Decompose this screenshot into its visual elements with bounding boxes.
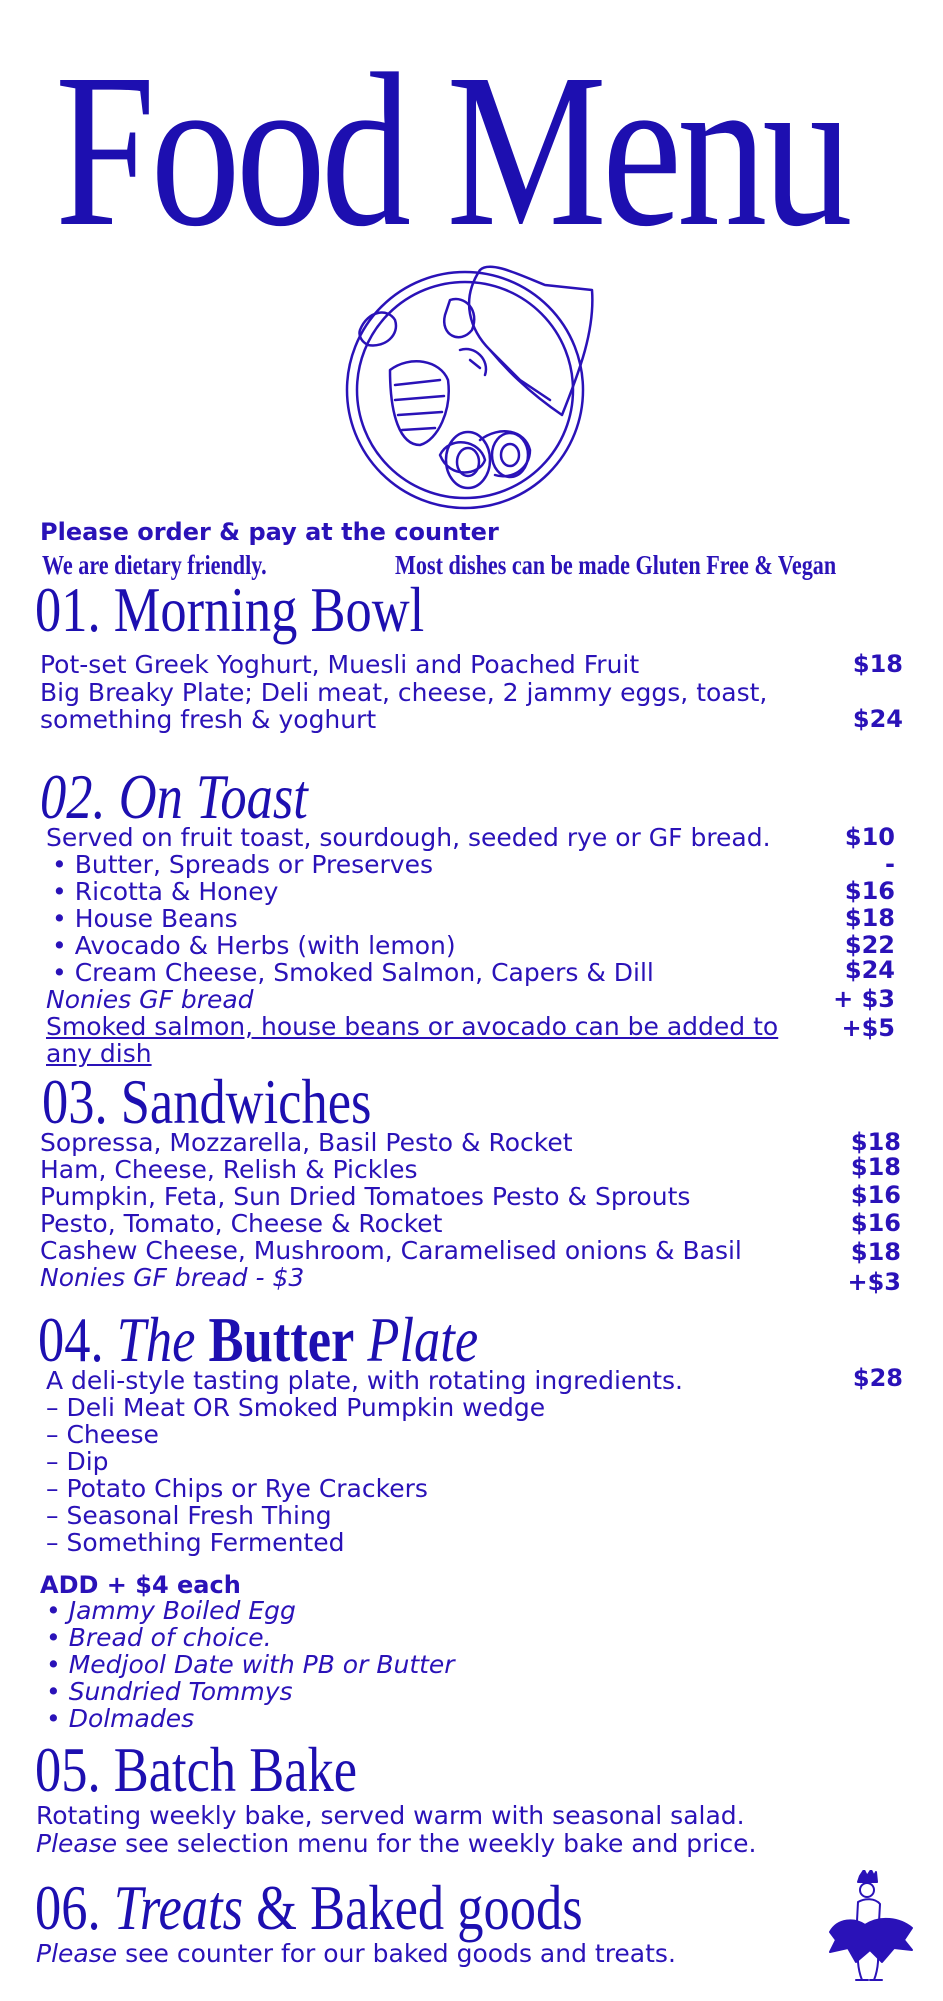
treats-note <box>36 1941 676 1966</box>
item-price: $18 <box>852 650 903 678</box>
item-price: +$5 <box>841 1014 895 1042</box>
section-heading-batch-bake <box>35 1734 358 1805</box>
section-title-plate: Plate <box>367 1304 479 1375</box>
plate-component: – Dip <box>46 1447 109 1476</box>
section-heading-butter-plate <box>38 1304 479 1375</box>
menu-item: • Cream Cheese, Smoked Salmon, Capers & Dill <box>52 958 654 987</box>
item-price: $16 <box>844 877 895 905</box>
emphasis: Please <box>36 1939 118 1968</box>
item-price: $18 <box>850 1238 901 1266</box>
addon-note-continued: any dish <box>46 1039 152 1068</box>
section-title-the: The <box>116 1304 196 1375</box>
menu-item: Big Breaky Plate; Deli meat, cheese, 2 jammy eggs, toast, <box>40 678 768 707</box>
batch-bake-note <box>36 1831 756 1856</box>
treats-note-text: see counter for our baked goods and treats. <box>117 1939 676 1968</box>
add-on-item: • Dolmades <box>46 1704 195 1733</box>
dietary-note-left: We are dietary friendly. <box>42 550 267 580</box>
section-title-rest: & Baked goods <box>256 1872 583 1943</box>
item-price: $24 <box>852 705 903 733</box>
add-on-heading: ADD + $4 each <box>40 1571 241 1599</box>
section-number: 01. <box>35 574 101 645</box>
item-price: $18 <box>844 904 895 932</box>
add-on-item: • Bread of choice. <box>46 1623 272 1652</box>
item-price: - <box>885 850 895 878</box>
section-heading-morning-bowl <box>35 574 425 645</box>
menu-item: Pesto, Tomato, Cheese & Rocket <box>40 1209 443 1238</box>
add-on-item: • Sundried Tommys <box>46 1677 293 1706</box>
section-heading-on-toast <box>40 761 308 832</box>
section-title-butter: Butter <box>208 1304 355 1375</box>
plate-illustration-icon <box>340 240 600 515</box>
item-price: $18 <box>850 1128 901 1156</box>
item-price: $16 <box>850 1181 901 1209</box>
dietary-note-right: Most dishes can be made Gluten Free & Vegan <box>395 550 837 580</box>
section-title: Sandwiches <box>120 1066 372 1137</box>
plate-component: – Deli Meat OR Smoked Pumpkin wedge <box>46 1393 546 1422</box>
menu-item: Ham, Cheese, Relish & Pickles <box>40 1155 418 1184</box>
item-price: + $3 <box>833 985 895 1013</box>
gf-bread-note: Nonies GF bread <box>46 985 254 1014</box>
item-price: $16 <box>850 1209 901 1237</box>
figure-with-animal-icon <box>820 1870 920 1985</box>
menu-item: Sopressa, Mozzarella, Basil Pesto & Rocket <box>40 1128 573 1157</box>
section-title: Morning Bowl <box>113 574 425 645</box>
section-title: On Toast <box>118 761 308 832</box>
plate-component: – Something Fermented <box>46 1528 345 1557</box>
menu-item: Cashew Cheese, Mushroom, Caramelised onions & Basil <box>40 1236 742 1265</box>
section-number: 03. <box>42 1066 108 1137</box>
section-title: Batch Bake <box>113 1734 358 1805</box>
menu-item: • Ricotta & Honey <box>52 877 279 906</box>
add-on-item: • Jammy Boiled Egg <box>46 1596 296 1625</box>
section-title-treats: Treats <box>113 1872 244 1943</box>
menu-item: Pot-set Greek Yoghurt, Muesli and Poached Fruit <box>40 650 640 679</box>
item-price: $18 <box>850 1153 901 1181</box>
item-price: $24 <box>844 956 895 984</box>
plate-component: – Cheese <box>46 1420 159 1449</box>
section-heading-sandwiches <box>42 1066 372 1137</box>
section-number: 04. <box>38 1304 104 1375</box>
section-number: 05. <box>35 1734 101 1805</box>
section-heading-treats <box>35 1872 583 1943</box>
section-number: 02. <box>40 761 106 832</box>
add-on-item: • Medjool Date with PB or Butter <box>46 1650 455 1679</box>
menu-item: something fresh & yoghurt <box>40 705 377 734</box>
item-price: $10 <box>844 823 895 851</box>
menu-item: • Butter, Spreads or Preserves <box>52 850 434 879</box>
batch-bake-description: Rotating weekly bake, served warm with seasonal salad. <box>36 1801 745 1830</box>
section-intro: A deli-style tasting plate, with rotating ingredients. <box>46 1366 683 1395</box>
addon-note: Smoked salmon, house beans or avocado can be added to <box>46 1012 779 1041</box>
emphasis: Please <box>36 1829 118 1858</box>
order-note: Please order & pay at the counter <box>40 518 499 546</box>
batch-bake-note-text: see selection menu for the weekly bake and price. <box>117 1829 757 1858</box>
section-number: 06. <box>35 1872 101 1943</box>
item-price: $22 <box>844 931 895 959</box>
item-price: $28 <box>852 1364 903 1392</box>
menu-item: • Avocado & Herbs (with lemon) <box>52 931 456 960</box>
item-price: +$3 <box>847 1268 901 1296</box>
gf-bread-note: Nonies GF bread - $3 <box>40 1263 305 1292</box>
menu-item: • House Beans <box>52 904 238 933</box>
plate-component: – Seasonal Fresh Thing <box>46 1501 332 1530</box>
page-title: Food Menu <box>55 28 848 272</box>
section-intro: Served on fruit toast, sourdough, seeded rye or GF bread. <box>46 823 771 852</box>
menu-item: Pumpkin, Feta, Sun Dried Tomatoes Pesto & Sprouts <box>40 1182 691 1211</box>
plate-component: – Potato Chips or Rye Crackers <box>46 1474 428 1503</box>
